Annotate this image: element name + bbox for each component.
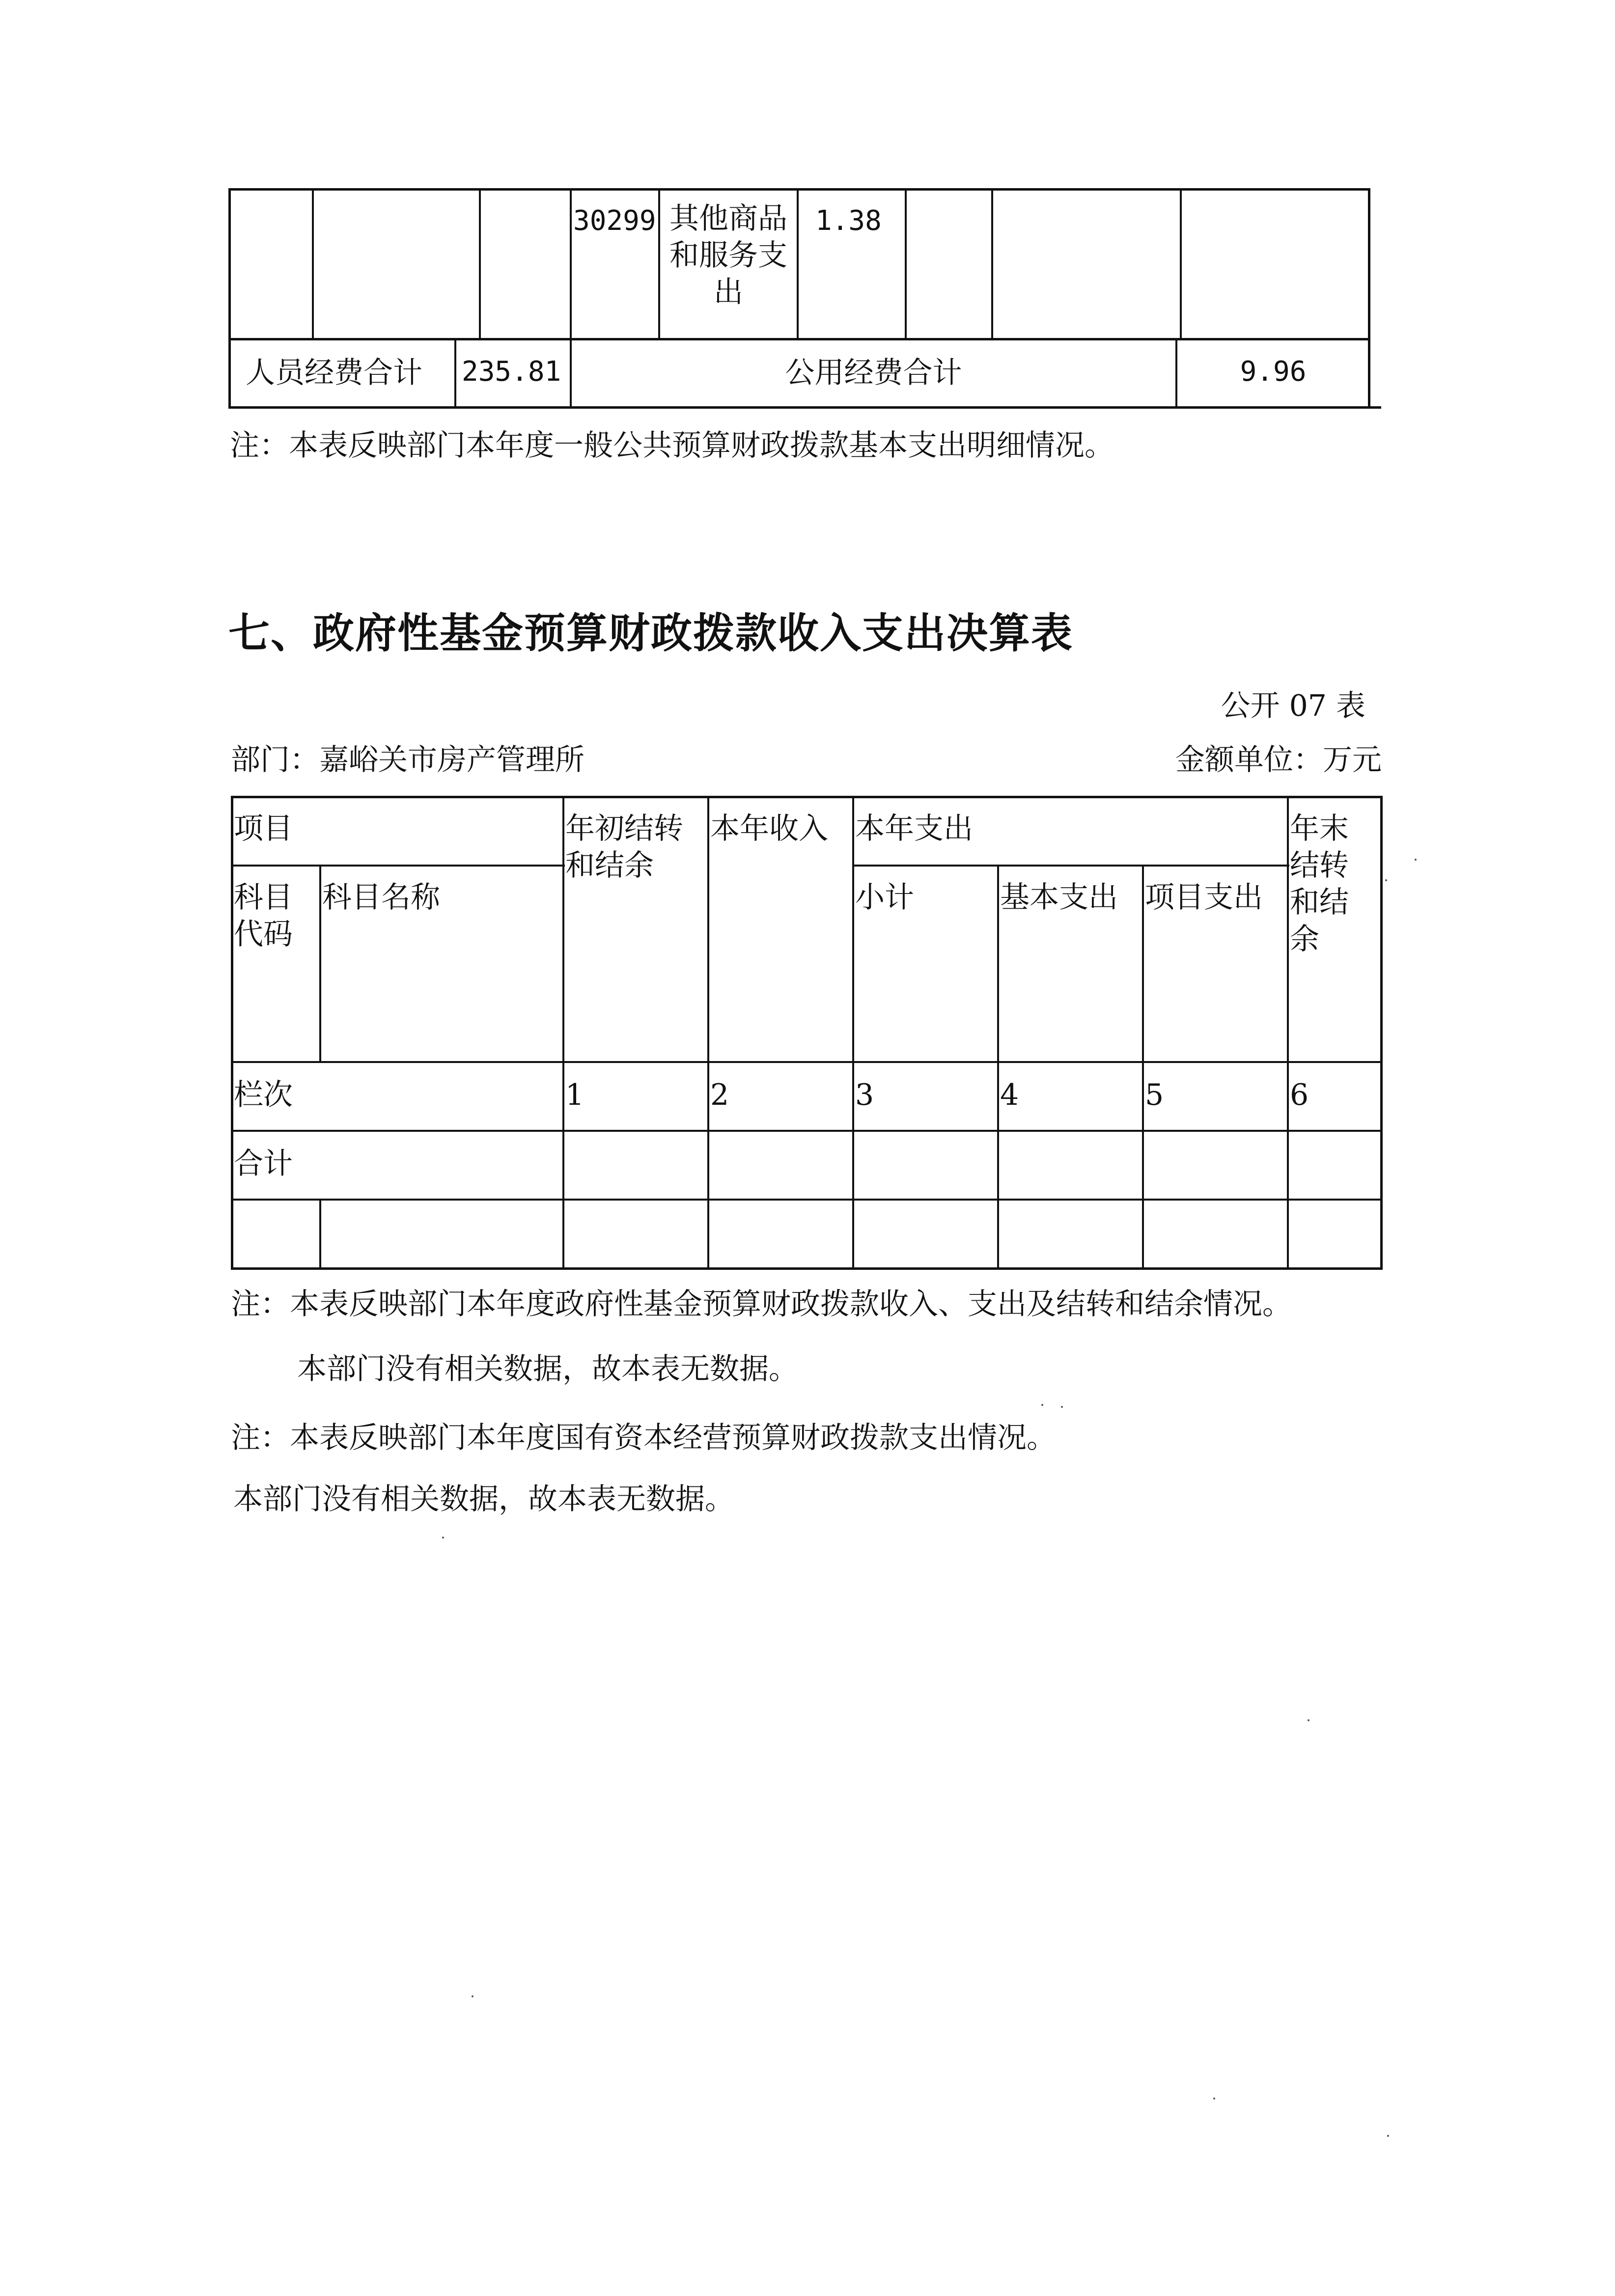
col-number: 3 [855,1078,874,1112]
header-code [234,879,293,953]
scan-speck [1308,1719,1309,1721]
header-subtotal: 小计 [855,880,914,915]
note8-line1: 注：本表反映部门本年度国有资本经营预算财政拨款支出情况。 [231,1421,1056,1455]
header-carry-begin-line: 和结余 [565,848,654,883]
header-basic: 基本支出 [1000,880,1118,915]
header-carry-end-line: 余 [1290,922,1319,956]
row-code: 30299 [573,205,656,237]
personnel-total-value: 235.81 [462,356,561,388]
scan-speck [442,1537,444,1539]
row-total-label: 合计 [234,1147,293,1181]
row-name [662,200,795,311]
header-item: 项目 [234,812,293,846]
scan-speck [472,1995,473,1997]
col-number: 5 [1145,1078,1164,1112]
department-label: 部门：嘉峪关市房产管理所 [231,743,585,777]
note7-line1: 注：本表反映部门本年度政府性基金预算财政拨款收入、支出及结转和结余情况。 [231,1287,1292,1321]
section-title: 七、政府性基金预算财政拨款收入支出决算表 [228,609,1074,657]
table-id: 公开 07 表 [1221,689,1365,723]
header-carry-begin [565,811,683,884]
col-number: 4 [1000,1078,1019,1112]
header-project: 项目支出 [1145,880,1263,915]
row-amount: 1.38 [815,205,882,237]
header-carry-begin-line: 年初结转 [565,812,683,846]
header-carry-end-line: 和结 [1290,885,1349,920]
scan-speck [1385,879,1387,881]
header-code-line: 代码 [234,917,293,952]
row-name-line: 出 [714,275,743,309]
col-number: 1 [565,1078,585,1112]
col-number: 2 [710,1078,729,1112]
scan-speck [1041,1404,1043,1406]
header-carry-end-line: 结转 [1290,848,1349,883]
note-top: 注：本表反映部门本年度一般公共预算财政拨款基本支出明细情况。 [230,428,1114,463]
scan-speck [1415,859,1417,861]
public-total-label: 公用经费合计 [785,356,962,390]
col-number: 6 [1290,1078,1309,1112]
note7-line2: 本部门没有相关数据，故本表无数据。 [297,1352,798,1386]
header-code-line: 科目 [234,880,293,915]
header-name: 科目名称 [322,880,440,915]
scan-speck [1387,2135,1389,2137]
scan-speck [1213,2098,1215,2100]
header-expense: 本年支出 [855,812,973,846]
header-carry-end-line: 年末 [1290,812,1349,846]
unit-label: 金额单位：万元 [1175,743,1382,777]
public-total-value: 9.96 [1240,356,1307,388]
scan-speck [1061,1406,1063,1408]
header-income: 本年收入 [710,812,828,846]
row-name-line: 和服务支 [669,238,787,273]
row-lanci-label: 栏次 [234,1078,293,1112]
row-name-line: 其他商品 [669,201,787,236]
note8-line2: 本部门没有相关数据，故本表无数据。 [233,1482,734,1516]
header-carry-end [1290,811,1349,958]
personnel-total-label: 人员经费合计 [246,356,422,390]
